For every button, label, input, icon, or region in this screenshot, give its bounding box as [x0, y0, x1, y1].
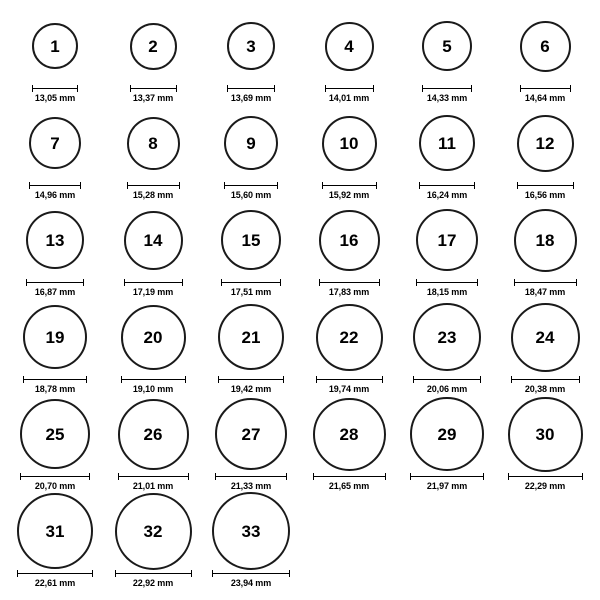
diameter-measure	[319, 279, 380, 297]
ring-circle[interactable]	[508, 397, 583, 472]
ring-circle[interactable]	[121, 305, 186, 370]
ring-size-number: 2	[148, 36, 158, 56]
ring-circle[interactable]	[416, 209, 478, 271]
ring-size-number: 24	[535, 327, 555, 347]
ring-circle-wrap	[224, 105, 278, 181]
ring-size-number: 25	[45, 424, 65, 444]
ring-size-cell	[104, 396, 202, 491]
ring-size-cell	[6, 202, 104, 297]
ring-size-number: 27	[241, 424, 261, 444]
diameter-label: 18,47 mm	[524, 287, 566, 297]
diameter-measure	[419, 182, 475, 200]
diameter-label: 17,51 mm	[230, 287, 272, 297]
ring-circle[interactable]	[215, 398, 287, 470]
ring-size-cell	[496, 8, 594, 103]
diameter-label: 18,15 mm	[426, 287, 468, 297]
ring-size-cell	[202, 105, 300, 200]
ring-size-number: 21	[241, 327, 261, 347]
ring-size-cell	[104, 105, 202, 200]
diameter-measure	[115, 570, 192, 588]
diameter-label: 13,37 mm	[132, 93, 174, 103]
caliper-icon	[322, 182, 377, 189]
ring-size-number: 31	[45, 521, 65, 541]
ring-circle[interactable]	[115, 493, 192, 570]
ring-size-cell	[496, 299, 594, 394]
diameter-measure	[511, 376, 580, 394]
diameter-label: 22,92 mm	[132, 578, 174, 588]
caliper-icon	[325, 85, 374, 92]
ring-circle-wrap	[29, 105, 81, 181]
diameter-measure	[227, 85, 275, 103]
ring-size-number: 18	[535, 230, 555, 250]
ring-size-number: 8	[148, 133, 158, 153]
ring-size-number: 9	[246, 133, 256, 153]
caliper-icon	[419, 182, 475, 189]
caliper-icon	[130, 85, 177, 92]
ring-size-cell	[6, 8, 104, 103]
ring-circle[interactable]	[20, 399, 90, 469]
ring-circle-wrap	[319, 202, 380, 278]
diameter-measure	[212, 570, 290, 588]
ring-circle-wrap	[422, 8, 472, 84]
diameter-measure	[410, 473, 484, 491]
caliper-icon	[413, 376, 481, 383]
diameter-label: 22,61 mm	[34, 578, 76, 588]
ring-size-number: 11	[438, 133, 456, 153]
ring-size-cell	[104, 202, 202, 297]
ring-circle-wrap	[26, 202, 84, 278]
ring-size-row	[0, 493, 600, 588]
caliper-icon	[124, 279, 183, 286]
ring-size-cell	[202, 396, 300, 491]
caliper-icon	[118, 473, 189, 480]
ring-size-cell	[300, 202, 398, 297]
diameter-label: 19,42 mm	[230, 384, 272, 394]
diameter-measure	[508, 473, 583, 491]
diameter-measure	[121, 376, 186, 394]
ring-circle-wrap	[17, 493, 93, 569]
ring-size-cell	[104, 8, 202, 103]
caliper-icon	[115, 570, 192, 577]
diameter-label: 15,28 mm	[132, 190, 174, 200]
diameter-label: 17,83 mm	[328, 287, 370, 297]
ring-size-number: 19	[45, 327, 65, 347]
ring-circle[interactable]	[419, 115, 475, 171]
diameter-label: 19,74 mm	[328, 384, 370, 394]
diameter-label: 14,96 mm	[34, 190, 76, 200]
ring-circle[interactable]	[23, 305, 87, 369]
ring-size-cell	[104, 493, 202, 588]
diameter-label: 14,01 mm	[328, 93, 370, 103]
caliper-icon	[23, 376, 87, 383]
ring-circle-wrap	[227, 8, 275, 84]
ring-size-cell	[202, 202, 300, 297]
ring-size-row	[0, 396, 600, 491]
ring-circle[interactable]	[322, 116, 377, 171]
ring-circle[interactable]	[212, 492, 290, 570]
diameter-label: 21,01 mm	[132, 481, 174, 491]
diameter-measure	[316, 376, 383, 394]
ring-circle-wrap	[32, 8, 78, 84]
ring-size-number: 3	[246, 36, 256, 56]
diameter-label: 13,05 mm	[34, 93, 76, 103]
diameter-measure	[416, 279, 478, 297]
ring-circle-wrap	[517, 105, 574, 181]
diameter-label: 19,10 mm	[132, 384, 174, 394]
ring-size-number: 33	[241, 521, 261, 541]
ring-circle-wrap	[419, 105, 475, 181]
ring-size-number: 6	[540, 36, 550, 56]
caliper-icon	[316, 376, 383, 383]
ring-circle-wrap	[118, 396, 189, 472]
ring-circle-wrap	[325, 8, 374, 84]
ring-size-number: 5	[442, 36, 452, 56]
ring-size-number: 13	[45, 230, 65, 250]
ring-circle[interactable]	[410, 397, 484, 471]
diameter-label: 16,24 mm	[426, 190, 468, 200]
diameter-label: 23,94 mm	[230, 578, 272, 588]
diameter-label: 14,33 mm	[426, 93, 468, 103]
diameter-measure	[218, 376, 284, 394]
ring-size-number: 26	[143, 424, 163, 444]
ring-circle[interactable]	[517, 115, 574, 172]
diameter-measure	[124, 279, 183, 297]
ring-size-cell	[6, 396, 104, 491]
ring-size-cell	[6, 493, 104, 588]
ring-size-cell	[6, 105, 104, 200]
ring-circle[interactable]	[316, 304, 383, 371]
ring-size-cell	[300, 105, 398, 200]
ring-circle-wrap	[508, 396, 583, 472]
ring-circle-wrap	[212, 493, 290, 569]
ring-size-cell	[300, 8, 398, 103]
diameter-measure	[23, 376, 87, 394]
caliper-icon	[313, 473, 386, 480]
ring-circle-wrap	[20, 396, 90, 472]
ring-size-cell	[202, 493, 300, 588]
ring-circle[interactable]	[26, 211, 84, 269]
caliper-icon	[514, 279, 577, 286]
diameter-label: 16,56 mm	[524, 190, 566, 200]
ring-size-cell	[398, 202, 496, 297]
ring-size-number: 32	[143, 521, 163, 541]
ring-size-number: 20	[143, 327, 163, 347]
ring-circle-wrap	[514, 202, 577, 278]
diameter-measure	[127, 182, 180, 200]
ring-size-row	[0, 8, 600, 103]
ring-circle-wrap	[511, 299, 580, 375]
diameter-measure	[325, 85, 374, 103]
ring-circle-wrap	[410, 396, 484, 472]
ring-circle[interactable]	[218, 304, 284, 370]
ring-size-cell	[6, 299, 104, 394]
diameter-measure	[130, 85, 177, 103]
diameter-label: 20,06 mm	[426, 384, 468, 394]
diameter-label: 21,97 mm	[426, 481, 468, 491]
caliper-icon	[422, 85, 472, 92]
ring-size-number: 15	[241, 230, 261, 250]
diameter-measure	[322, 182, 377, 200]
ring-circle-wrap	[316, 299, 383, 375]
diameter-measure	[224, 182, 278, 200]
caliper-icon	[224, 182, 278, 189]
caliper-icon	[20, 473, 90, 480]
ring-size-number: 22	[339, 327, 359, 347]
diameter-label: 18,78 mm	[34, 384, 76, 394]
ring-size-cell	[398, 105, 496, 200]
diameter-measure	[32, 85, 78, 103]
ring-size-number: 30	[535, 424, 555, 444]
ring-circle-wrap	[413, 299, 481, 375]
diameter-measure	[215, 473, 287, 491]
diameter-measure	[413, 376, 481, 394]
diameter-measure	[17, 570, 93, 588]
diameter-label: 17,19 mm	[132, 287, 174, 297]
ring-circle-wrap	[322, 105, 377, 181]
diameter-label: 21,33 mm	[230, 481, 272, 491]
ring-size-cell	[300, 396, 398, 491]
ring-size-cell	[300, 299, 398, 394]
ring-size-number: 12	[535, 133, 555, 153]
ring-size-cell	[398, 299, 496, 394]
ring-size-number: 16	[339, 230, 359, 250]
diameter-label: 14,64 mm	[524, 93, 566, 103]
diameter-measure	[520, 85, 571, 103]
ring-circle[interactable]	[319, 210, 380, 271]
ring-size-cell	[496, 105, 594, 200]
ring-circle[interactable]	[124, 211, 183, 270]
ring-size-cell	[398, 396, 496, 491]
ring-size-number: 17	[437, 230, 457, 250]
ring-size-cell	[398, 8, 496, 103]
caliper-icon	[121, 376, 186, 383]
ring-circle[interactable]	[127, 117, 180, 170]
ring-circle[interactable]	[221, 210, 281, 270]
ring-circle[interactable]	[118, 399, 189, 470]
caliper-icon	[227, 85, 275, 92]
ring-size-cell	[496, 396, 594, 491]
diameter-measure	[514, 279, 577, 297]
ring-circle[interactable]	[17, 493, 93, 569]
ring-size-cell	[104, 299, 202, 394]
ring-size-cell	[496, 202, 594, 297]
ring-circle-wrap	[416, 202, 478, 278]
caliper-icon	[508, 473, 583, 480]
ring-circle[interactable]	[313, 398, 386, 471]
ring-circle[interactable]	[413, 303, 481, 371]
empty-cell	[300, 493, 398, 588]
diameter-measure	[221, 279, 281, 297]
caliper-icon	[29, 182, 81, 189]
diameter-label: 13,69 mm	[230, 93, 272, 103]
ring-circle-wrap	[121, 299, 186, 375]
ring-size-number: 23	[437, 327, 457, 347]
caliper-icon	[517, 182, 574, 189]
diameter-label: 22,29 mm	[524, 481, 566, 491]
caliper-icon	[32, 85, 78, 92]
ring-circle-wrap	[23, 299, 87, 375]
ring-size-number: 28	[339, 424, 359, 444]
caliper-icon	[127, 182, 180, 189]
diameter-measure	[29, 182, 81, 200]
ring-circle-wrap	[520, 8, 571, 84]
diameter-label: 21,65 mm	[328, 481, 370, 491]
caliper-icon	[511, 376, 580, 383]
ring-size-number: 1	[50, 36, 60, 56]
ring-circle[interactable]	[325, 22, 374, 71]
diameter-label: 15,92 mm	[328, 190, 370, 200]
empty-cell	[496, 493, 594, 588]
ring-circle[interactable]	[32, 23, 78, 69]
ring-size-row	[0, 202, 600, 297]
caliper-icon	[319, 279, 380, 286]
ring-circle-wrap	[218, 299, 284, 375]
ring-circle[interactable]	[422, 21, 472, 71]
ring-size-cell	[202, 299, 300, 394]
ring-circle-wrap	[124, 202, 183, 278]
diameter-measure	[313, 473, 386, 491]
diameter-label: 16,87 mm	[34, 287, 76, 297]
caliper-icon	[410, 473, 484, 480]
diameter-measure	[422, 85, 472, 103]
diameter-label: 20,70 mm	[34, 481, 76, 491]
caliper-icon	[520, 85, 571, 92]
ring-size-number: 14	[143, 230, 163, 250]
ring-circle-wrap	[127, 105, 180, 181]
ring-size-cell	[202, 8, 300, 103]
diameter-measure	[26, 279, 84, 297]
ring-circle-wrap	[215, 396, 287, 472]
ring-circle[interactable]	[224, 116, 278, 170]
caliper-icon	[221, 279, 281, 286]
ring-circle[interactable]	[520, 21, 571, 72]
empty-cell	[398, 493, 496, 588]
diameter-label: 15,60 mm	[230, 190, 272, 200]
caliper-icon	[26, 279, 84, 286]
caliper-icon	[416, 279, 478, 286]
ring-circle-wrap	[221, 202, 281, 278]
ring-circle[interactable]	[511, 303, 580, 372]
ring-size-number: 4	[344, 36, 354, 56]
ring-size-number: 10	[339, 133, 359, 153]
ring-size-number: 29	[437, 424, 457, 444]
caliper-icon	[215, 473, 287, 480]
diameter-measure	[20, 473, 90, 491]
ring-size-number: 7	[50, 133, 60, 153]
caliper-icon	[218, 376, 284, 383]
ring-circle-wrap	[313, 396, 386, 472]
ring-circle[interactable]	[29, 117, 81, 169]
diameter-label: 20,38 mm	[524, 384, 566, 394]
caliper-icon	[17, 570, 93, 577]
ring-circle[interactable]	[514, 209, 577, 272]
ring-circle[interactable]	[227, 22, 275, 70]
diameter-measure	[517, 182, 574, 200]
ring-size-row	[0, 299, 600, 394]
ring-circle-wrap	[115, 493, 192, 569]
diameter-measure	[118, 473, 189, 491]
ring-circle-wrap	[130, 8, 177, 84]
ring-size-row	[0, 105, 600, 200]
caliper-icon	[212, 570, 290, 577]
ring-circle[interactable]	[130, 23, 177, 70]
